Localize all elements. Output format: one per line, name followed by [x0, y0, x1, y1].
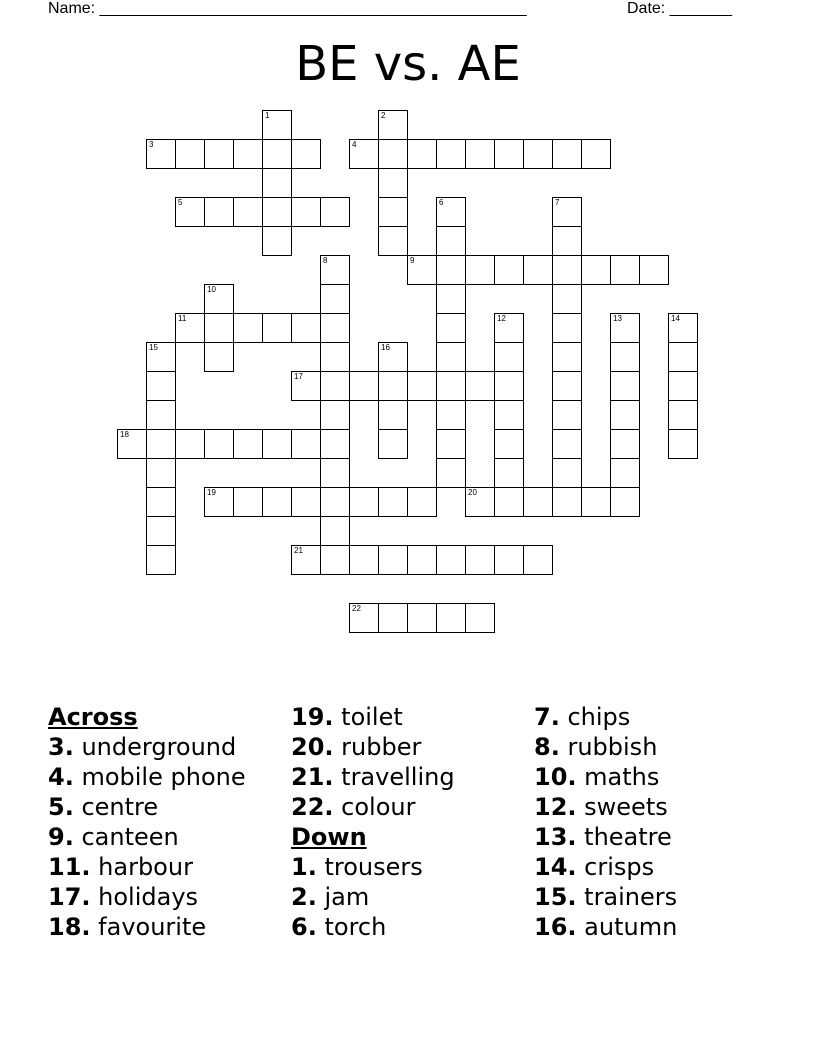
- crossword-cell[interactable]: [175, 139, 205, 169]
- crossword-cell[interactable]: [146, 545, 176, 575]
- crossword-cell[interactable]: [523, 139, 553, 169]
- cell-number: 11: [178, 314, 187, 323]
- clue-down-14: 14. crisps: [534, 853, 655, 881]
- clue-down-6: 6. torch: [291, 913, 387, 941]
- crossword-cell[interactable]: [378, 603, 408, 633]
- crossword-cell[interactable]: [436, 284, 466, 314]
- crossword-cell[interactable]: [436, 545, 466, 575]
- crossword-cell[interactable]: [233, 139, 263, 169]
- crossword-cell[interactable]: [436, 313, 466, 343]
- cell-number: 1: [265, 111, 270, 120]
- crossword-cell[interactable]: [378, 429, 408, 459]
- crossword-cell[interactable]: [494, 342, 524, 372]
- clue-across-19: 19. toilet: [291, 703, 403, 731]
- crossword-cell[interactable]: [349, 139, 379, 169]
- crossword-cell[interactable]: [668, 371, 698, 401]
- crossword-cell[interactable]: [175, 429, 205, 459]
- crossword-cell[interactable]: [465, 371, 495, 401]
- crossword-cell[interactable]: [436, 429, 466, 459]
- crossword-cell[interactable]: [465, 545, 495, 575]
- crossword-cell[interactable]: [668, 313, 698, 343]
- crossword-cell[interactable]: [494, 371, 524, 401]
- crossword-cell[interactable]: [262, 487, 292, 517]
- crossword-cell[interactable]: [668, 400, 698, 430]
- crossword-cell[interactable]: [233, 313, 263, 343]
- crossword-cell[interactable]: [146, 371, 176, 401]
- crossword-cell[interactable]: [494, 487, 524, 517]
- crossword-cell[interactable]: [349, 545, 379, 575]
- cell-number: 16: [381, 343, 390, 352]
- crossword-cell[interactable]: [204, 197, 234, 227]
- clue-across-18: 18. favourite: [48, 913, 207, 941]
- crossword-cell[interactable]: [552, 197, 582, 227]
- crossword-cell[interactable]: [204, 342, 234, 372]
- crossword-cell[interactable]: [552, 487, 582, 517]
- crossword-cell[interactable]: [552, 458, 582, 488]
- crossword-cell[interactable]: [320, 313, 350, 343]
- crossword-cell[interactable]: [552, 429, 582, 459]
- crossword-cell[interactable]: [610, 313, 640, 343]
- name-field-label: Name: ________________________________________________: [48, 0, 527, 17]
- crossword-cell[interactable]: [552, 226, 582, 256]
- clue-down-1: 1. trousers: [291, 853, 423, 881]
- crossword-cell[interactable]: [610, 255, 640, 285]
- clue-down-7: 7. chips: [534, 703, 631, 731]
- crossword-cell[interactable]: [436, 197, 466, 227]
- crossword-cell[interactable]: [436, 458, 466, 488]
- crossword-cell[interactable]: [552, 139, 582, 169]
- crossword-cell[interactable]: [610, 458, 640, 488]
- cell-number: 4: [352, 140, 357, 149]
- crossword-cell[interactable]: [175, 197, 205, 227]
- crossword-cell[interactable]: [320, 255, 350, 285]
- cell-number: 18: [120, 430, 129, 439]
- crossword-cell[interactable]: [146, 139, 176, 169]
- crossword-cell[interactable]: [378, 168, 408, 198]
- crossword-cell[interactable]: [610, 487, 640, 517]
- cell-number: 3: [149, 140, 154, 149]
- cell-number: 5: [178, 198, 183, 207]
- cell-number: 9: [410, 256, 415, 265]
- crossword-cell[interactable]: [378, 110, 408, 140]
- crossword-cell[interactable]: [668, 429, 698, 459]
- crossword-cell[interactable]: [494, 139, 524, 169]
- cell-number: 17: [294, 372, 303, 381]
- crossword-cell[interactable]: [552, 400, 582, 430]
- crossword-cell[interactable]: [262, 429, 292, 459]
- crossword-cell[interactable]: [523, 255, 553, 285]
- crossword-cell[interactable]: [349, 371, 379, 401]
- cell-number: 7: [555, 198, 560, 207]
- crossword-cell[interactable]: [494, 255, 524, 285]
- crossword-cell[interactable]: [494, 313, 524, 343]
- crossword-cell[interactable]: [320, 400, 350, 430]
- crossword-cell[interactable]: [378, 400, 408, 430]
- crossword-cell[interactable]: [320, 197, 350, 227]
- crossword-cell[interactable]: [494, 545, 524, 575]
- clue-down-15: 15. trainers: [534, 883, 678, 911]
- crossword-cell[interactable]: [378, 226, 408, 256]
- crossword-cell[interactable]: [233, 197, 263, 227]
- crossword-cell[interactable]: [320, 545, 350, 575]
- crossword-cell[interactable]: [320, 458, 350, 488]
- crossword-cell[interactable]: [320, 516, 350, 546]
- crossword-cell[interactable]: [465, 255, 495, 285]
- crossword-cell[interactable]: [262, 197, 292, 227]
- clue-down-12: 12. sweets: [534, 793, 668, 821]
- crossword-cell[interactable]: [204, 429, 234, 459]
- down-heading: Down: [291, 823, 367, 851]
- crossword-cell[interactable]: [262, 226, 292, 256]
- crossword-cell[interactable]: [204, 139, 234, 169]
- clue-down-13: 13. theatre: [534, 823, 672, 851]
- crossword-cell[interactable]: [320, 487, 350, 517]
- crossword-cell[interactable]: [610, 342, 640, 372]
- crossword-cell[interactable]: [378, 139, 408, 169]
- crossword-cell[interactable]: [465, 487, 495, 517]
- crossword-cell[interactable]: [552, 255, 582, 285]
- crossword-cell[interactable]: [378, 545, 408, 575]
- crossword-cell[interactable]: [204, 487, 234, 517]
- clue-across-21: 21. travelling: [291, 763, 455, 791]
- crossword-cell[interactable]: [291, 139, 321, 169]
- crossword-cell[interactable]: [146, 487, 176, 517]
- crossword-cell[interactable]: [581, 255, 611, 285]
- crossword-cell[interactable]: [233, 429, 263, 459]
- cell-number: 10: [207, 285, 216, 294]
- page-title: BE vs. AE: [295, 36, 521, 92]
- crossword-cell[interactable]: [291, 429, 321, 459]
- cell-number: 2: [381, 111, 386, 120]
- crossword-cell[interactable]: [291, 371, 321, 401]
- crossword-cell[interactable]: [349, 603, 379, 633]
- crossword-cell[interactable]: [175, 313, 205, 343]
- crossword-cell[interactable]: [262, 139, 292, 169]
- crossword-cell[interactable]: [378, 197, 408, 227]
- crossword-cell[interactable]: [407, 603, 437, 633]
- clue-across-5: 5. centre: [48, 793, 159, 821]
- crossword-cell[interactable]: [436, 226, 466, 256]
- clue-across-20: 20. rubber: [291, 733, 422, 761]
- cell-number: 21: [294, 546, 303, 555]
- crossword-cell[interactable]: [320, 429, 350, 459]
- crossword-cell[interactable]: [407, 487, 437, 517]
- crossword-cell[interactable]: [436, 371, 466, 401]
- crossword-cell[interactable]: [465, 603, 495, 633]
- crossword-cell[interactable]: [407, 255, 437, 285]
- crossword-cell[interactable]: [494, 429, 524, 459]
- crossword-cell[interactable]: [436, 603, 466, 633]
- crossword-cell[interactable]: [610, 371, 640, 401]
- crossword-cell[interactable]: [204, 313, 234, 343]
- clue-across-22: 22. colour: [291, 793, 416, 821]
- crossword-cell[interactable]: [436, 139, 466, 169]
- cell-number: 15: [149, 343, 158, 352]
- crossword-cell[interactable]: [407, 371, 437, 401]
- crossword-cell[interactable]: [494, 458, 524, 488]
- crossword-cell[interactable]: [262, 168, 292, 198]
- crossword-cell[interactable]: [552, 313, 582, 343]
- crossword-cell[interactable]: [436, 400, 466, 430]
- crossword-cell[interactable]: [291, 197, 321, 227]
- crossword-cell[interactable]: [320, 342, 350, 372]
- crossword-cell[interactable]: [552, 284, 582, 314]
- clue-down-8: 8. rubbish: [534, 733, 658, 761]
- crossword-cell[interactable]: [320, 284, 350, 314]
- crossword-cell[interactable]: [146, 429, 176, 459]
- crossword-cell[interactable]: [146, 458, 176, 488]
- clue-down-2: 2. jam: [291, 883, 370, 911]
- crossword-cell[interactable]: [146, 342, 176, 372]
- crossword-cell[interactable]: [436, 255, 466, 285]
- crossword-cell[interactable]: [465, 139, 495, 169]
- crossword-cell[interactable]: [146, 400, 176, 430]
- cell-number: 14: [671, 314, 680, 323]
- crossword-cell[interactable]: [552, 371, 582, 401]
- cell-number: 19: [207, 488, 216, 497]
- crossword-cell[interactable]: [407, 139, 437, 169]
- crossword-cell[interactable]: [407, 545, 437, 575]
- crossword-cell[interactable]: [320, 371, 350, 401]
- crossword-cell[interactable]: [378, 487, 408, 517]
- crossword-cell[interactable]: [610, 429, 640, 459]
- crossword-cell[interactable]: [639, 255, 669, 285]
- crossword-cell[interactable]: [349, 487, 379, 517]
- clue-across-11: 11. harbour: [48, 853, 193, 881]
- crossword-cell[interactable]: [552, 342, 582, 372]
- crossword-cell[interactable]: [494, 400, 524, 430]
- crossword-cell[interactable]: [117, 429, 147, 459]
- clue-column-2: [291, 702, 455, 942]
- crossword-cell[interactable]: [378, 342, 408, 372]
- cell-number: 8: [323, 256, 328, 265]
- clue-column-3: [534, 702, 677, 942]
- crossword-cell[interactable]: [581, 487, 611, 517]
- crossword-cell[interactable]: [668, 342, 698, 372]
- cell-number: 13: [613, 314, 622, 323]
- crossword-cell[interactable]: [291, 313, 321, 343]
- crossword-cell[interactable]: [262, 110, 292, 140]
- crossword-cell[interactable]: [610, 400, 640, 430]
- date-field-label: Date: _______: [627, 0, 732, 17]
- clue-down-16: 16. autumn: [534, 913, 678, 941]
- crossword-cell[interactable]: [581, 139, 611, 169]
- crossword-cell[interactable]: [291, 487, 321, 517]
- cell-number: 6: [439, 198, 444, 207]
- crossword-cell[interactable]: [233, 487, 263, 517]
- crossword-cell[interactable]: [204, 284, 234, 314]
- cell-number: 20: [468, 488, 477, 497]
- across-heading: Across: [48, 703, 138, 731]
- crossword-cell[interactable]: [523, 545, 553, 575]
- clue-down-10: 10. maths: [534, 763, 660, 791]
- crossword-cell[interactable]: [378, 371, 408, 401]
- cell-number: 22: [352, 604, 361, 613]
- clue-across-17: 17. holidays: [48, 883, 199, 911]
- crossword-cell[interactable]: [523, 487, 553, 517]
- crossword-cell[interactable]: [262, 313, 292, 343]
- clue-across-9: 9. canteen: [48, 823, 179, 851]
- crossword-cell[interactable]: [291, 545, 321, 575]
- crossword-cell[interactable]: [436, 342, 466, 372]
- clue-column-1: [48, 702, 246, 942]
- clue-across-4: 4. mobile phone: [48, 763, 246, 791]
- clue-across-3: 3. underground: [48, 733, 237, 761]
- cell-number: 12: [497, 314, 506, 323]
- crossword-cell[interactable]: [146, 516, 176, 546]
